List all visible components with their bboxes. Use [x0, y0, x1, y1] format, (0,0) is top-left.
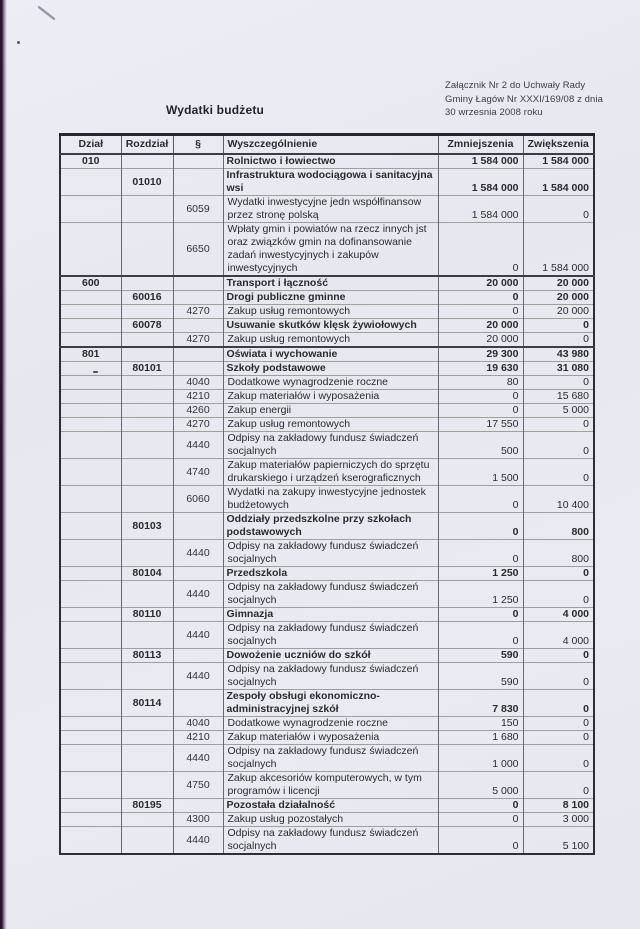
- table-row: [60, 827, 594, 855]
- cell-dzial: [60, 196, 121, 223]
- cell-zwiekszenia: 1 584 000: [523, 223, 594, 277]
- cell-dzial: [60, 772, 121, 799]
- cell-rozdzial: [121, 276, 173, 291]
- cell-rozdzial: 80103: [121, 513, 173, 540]
- column-header-wyszczegolnienie: Wyszczególnienie: [223, 135, 438, 155]
- cell-rozdzial: [121, 663, 173, 690]
- cell-dzial: [60, 333, 121, 348]
- cell-wyszczegolnienie: Odpisy na zakładowy fundusz świadczeń socjalnych: [223, 663, 438, 690]
- cell-zwiekszenia: 5 000: [523, 404, 594, 418]
- cell-wyszczegolnienie: Szkoły podstawowe: [223, 362, 438, 376]
- cell-zwiekszenia: 0: [523, 717, 594, 731]
- cell-zmniejszenia: 500: [438, 432, 523, 459]
- column-header-paragraf: §: [173, 135, 223, 155]
- cell-dzial: [60, 404, 121, 418]
- column-header-zwiekszenia: Zwiększenia: [523, 135, 594, 155]
- cell-zmniejszenia: 0: [438, 540, 523, 567]
- cell-dzial: [60, 608, 121, 622]
- cell-wyszczegolnienie: Zakup materiałów i wyposażenia: [223, 731, 438, 745]
- cell-zmniejszenia: 0: [438, 827, 523, 855]
- cell-zmniejszenia: 1 584 000: [438, 196, 523, 223]
- cell-paragraf: [173, 347, 223, 362]
- cell-dzial: 010: [60, 154, 121, 169]
- table-row: [60, 663, 594, 690]
- table-row: [60, 432, 594, 459]
- cell-paragraf: 6060: [173, 486, 223, 513]
- cell-rozdzial: [121, 622, 173, 649]
- cell-wyszczegolnienie: Oświata i wychowanie: [223, 347, 438, 362]
- cell-zwiekszenia: 0: [523, 567, 594, 581]
- table-row: [60, 513, 594, 540]
- attachment-note-line-2: Gminy Łagów Nr XXXI/169/08 z dnia: [445, 93, 604, 105]
- cell-paragraf: [173, 799, 223, 813]
- cell-wyszczegolnienie: Zakup usług remontowych: [223, 305, 438, 319]
- table-row: [60, 567, 594, 581]
- cell-paragraf: [173, 276, 223, 291]
- scan-edge-strip: [0, 0, 7, 929]
- cell-zwiekszenia: 1 584 000: [523, 154, 594, 169]
- cell-rozdzial: [121, 432, 173, 459]
- cell-wyszczegolnienie: Dodatkowe wynagrodzenie roczne: [223, 717, 438, 731]
- cell-rozdzial: 60016: [121, 291, 173, 305]
- table-row: [60, 319, 594, 333]
- cell-wyszczegolnienie: Zakup energii: [223, 404, 438, 418]
- header-row: [60, 135, 594, 155]
- table-row: [60, 622, 594, 649]
- cell-wyszczegolnienie: Zakup usług pozostałych: [223, 813, 438, 827]
- cell-rozdzial: [121, 717, 173, 731]
- cell-rozdzial: [121, 347, 173, 362]
- cell-dzial: [60, 540, 121, 567]
- cell-wyszczegolnienie: Pozostała działalność: [223, 799, 438, 813]
- table-row: [60, 690, 594, 717]
- cell-zwiekszenia: 0: [523, 772, 594, 799]
- cell-wyszczegolnienie: Odpisy na zakładowy fundusz świadczeń socjalnych: [223, 622, 438, 649]
- cell-dzial: [60, 799, 121, 813]
- attachment-note: [445, 79, 603, 120]
- cell-paragraf: [173, 154, 223, 169]
- cell-paragraf: 4040: [173, 717, 223, 731]
- cell-wyszczegolnienie: Usuwanie skutków klęsk żywiołowych: [223, 319, 438, 333]
- table-row: [60, 799, 594, 813]
- cell-rozdzial: [121, 540, 173, 567]
- cell-zwiekszenia: 10 400: [523, 486, 594, 513]
- table-row: [60, 608, 594, 622]
- cell-wyszczegolnienie: Zakup akcesoriów komputerowych, w tym programów i licencji: [223, 772, 438, 799]
- cell-paragraf: 4440: [173, 581, 223, 608]
- table-row: [60, 333, 594, 348]
- cell-zwiekszenia: 0: [523, 319, 594, 333]
- cell-zwiekszenia: 20 000: [523, 291, 594, 305]
- cell-paragraf: 4270: [173, 418, 223, 432]
- cell-wyszczegolnienie: Zakup materiałów papierniczych do sprzętu drukarskiego i urządzeń kserograficznych: [223, 459, 438, 486]
- cell-zmniejszenia: 0: [438, 799, 523, 813]
- cell-rozdzial: 60078: [121, 319, 173, 333]
- cell-paragraf: [173, 513, 223, 540]
- cell-wyszczegolnienie: Odpisy na zakładowy fundusz świadczeń socjalnych: [223, 745, 438, 772]
- cell-paragraf: 4440: [173, 745, 223, 772]
- cell-dzial: [60, 459, 121, 486]
- cell-zwiekszenia: 0: [523, 745, 594, 772]
- cell-zmniejszenia: 1 250: [438, 567, 523, 581]
- cell-wyszczegolnienie: Wydatki na zakupy inwestycyjne jednostek budżetowych: [223, 486, 438, 513]
- cell-wyszczegolnienie: Zespoły obsługi ekonomiczno-administracyjnej szkół: [223, 690, 438, 717]
- table-row: [60, 276, 594, 291]
- attachment-note-line-3: 30 wrzesnia 2008 roku: [445, 107, 543, 118]
- cell-zwiekszenia: 800: [523, 540, 594, 567]
- cell-dzial: [60, 717, 121, 731]
- cell-wyszczegolnienie: Odpisy na zakładowy fundusz świadczeń socjalnych: [223, 432, 438, 459]
- cell-dzial: [60, 486, 121, 513]
- cell-paragraf: [173, 169, 223, 196]
- cell-wyszczegolnienie: Dowożenie uczniów do szkół: [223, 649, 438, 663]
- cell-zmniejszenia: 0: [438, 608, 523, 622]
- cell-paragraf: 4300: [173, 813, 223, 827]
- cell-zwiekszenia: 43 980: [523, 347, 594, 362]
- cell-wyszczegolnienie: Przedszkola: [223, 567, 438, 581]
- document-title: Wydatki budżetu: [165, 103, 265, 117]
- cell-rozdzial: [121, 154, 173, 169]
- cell-zwiekszenia: 0: [523, 376, 594, 390]
- cell-zmniejszenia: 1 500: [438, 459, 523, 486]
- cell-zmniejszenia: 1 584 000: [438, 154, 523, 169]
- cell-zmniejszenia: 0: [438, 223, 523, 277]
- table-row: [60, 404, 594, 418]
- cell-rozdzial: [121, 196, 173, 223]
- cell-wyszczegolnienie: Transport i łączność: [223, 276, 438, 291]
- cell-dzial: [60, 813, 121, 827]
- cell-paragraf: [173, 690, 223, 717]
- cell-dzial: [60, 376, 121, 390]
- cell-rozdzial: [121, 772, 173, 799]
- cell-zmniejszenia: 0: [438, 390, 523, 404]
- cell-dzial: [60, 513, 121, 540]
- table-row: [60, 649, 594, 663]
- cell-rozdzial: [121, 745, 173, 772]
- column-header-rozdzial: Rozdział: [121, 135, 173, 155]
- cell-dzial: [60, 649, 121, 663]
- table-row: [60, 731, 594, 745]
- cell-paragraf: [173, 319, 223, 333]
- budget-table-body: [60, 154, 594, 854]
- cell-zwiekszenia: 4 000: [523, 608, 594, 622]
- cell-paragraf: 4440: [173, 540, 223, 567]
- table-row: [60, 223, 594, 277]
- cell-dzial: [60, 291, 121, 305]
- cell-dzial: [60, 418, 121, 432]
- cell-paragraf: 4440: [173, 432, 223, 459]
- cell-zwiekszenia: 1 584 000: [523, 169, 594, 196]
- cell-zwiekszenia: 0: [523, 649, 594, 663]
- cell-wyszczegolnienie: Gimnazja: [223, 608, 438, 622]
- cell-rozdzial: [121, 581, 173, 608]
- cell-dzial: [60, 622, 121, 649]
- cell-paragraf: [173, 362, 223, 376]
- table-row: [60, 196, 594, 223]
- cell-zmniejszenia: 0: [438, 404, 523, 418]
- cell-zmniejszenia: 150: [438, 717, 523, 731]
- cell-paragraf: [173, 567, 223, 581]
- cell-zmniejszenia: 0: [438, 486, 523, 513]
- cell-zwiekszenia: 3 000: [523, 813, 594, 827]
- cell-rozdzial: 01010: [121, 169, 173, 196]
- cell-wyszczegolnienie: Odpisy na zakładowy fundusz świadczeń socjalnych: [223, 581, 438, 608]
- table-row: [60, 486, 594, 513]
- cell-dzial: [60, 432, 121, 459]
- cell-rozdzial: [121, 404, 173, 418]
- cell-rozdzial: [121, 731, 173, 745]
- cell-zwiekszenia: 0: [523, 196, 594, 223]
- cell-dzial: [60, 362, 121, 376]
- cell-paragraf: 4750: [173, 772, 223, 799]
- cell-zmniejszenia: 80: [438, 376, 523, 390]
- cell-zwiekszenia: 0: [523, 581, 594, 608]
- cell-dzial: [60, 169, 121, 196]
- cell-zwiekszenia: 0: [523, 418, 594, 432]
- table-row: [60, 745, 594, 772]
- cell-dzial: [60, 319, 121, 333]
- cell-zwiekszenia: 0: [523, 459, 594, 486]
- cell-zmniejszenia: 1 584 000: [438, 169, 523, 196]
- cell-rozdzial: [121, 486, 173, 513]
- cell-dzial: [60, 745, 121, 772]
- table-row: [60, 376, 594, 390]
- table-row: [60, 362, 594, 376]
- cell-zmniejszenia: 1 250: [438, 581, 523, 608]
- cell-zmniejszenia: 20 000: [438, 319, 523, 333]
- table-row: [60, 813, 594, 827]
- cell-dzial: [60, 390, 121, 404]
- cell-zwiekszenia: 20 000: [523, 305, 594, 319]
- cell-zmniejszenia: 0: [438, 622, 523, 649]
- cell-paragraf: 4270: [173, 305, 223, 319]
- cell-dzial: [60, 581, 121, 608]
- cell-dzial: 801: [60, 347, 121, 362]
- cell-rozdzial: 80195: [121, 799, 173, 813]
- cell-dzial: [60, 567, 121, 581]
- cell-dzial: [60, 690, 121, 717]
- cell-paragraf: [173, 649, 223, 663]
- table-row: [60, 459, 594, 486]
- cell-zwiekszenia: 4 000: [523, 622, 594, 649]
- cell-zmniejszenia: 7 830: [438, 690, 523, 717]
- cell-zmniejszenia: 5 000: [438, 772, 523, 799]
- budget-table: [59, 133, 595, 855]
- cell-rozdzial: [121, 827, 173, 855]
- table-row: [60, 772, 594, 799]
- cell-wyszczegolnienie: Wpłaty gmin i powiatów na rzecz innych jst oraz związków gmin na dofinansowanie zadań inwestycyjnych i zakupów inwestycyjnych: [223, 223, 438, 277]
- cell-rozdzial: [121, 305, 173, 319]
- cell-zwiekszenia: 5 100: [523, 827, 594, 855]
- cell-zmniejszenia: 0: [438, 813, 523, 827]
- cell-zwiekszenia: 0: [523, 690, 594, 717]
- table-row: [60, 418, 594, 432]
- cell-zmniejszenia: 0: [438, 291, 523, 305]
- table-row: [60, 347, 594, 362]
- cell-paragraf: 4260: [173, 404, 223, 418]
- cell-wyszczegolnienie: Odpisy na zakładowy fundusz świadczeń socjalnych: [223, 540, 438, 567]
- cell-wyszczegolnienie: Wydatki inwestycyjne jedn współfinansow przez stronę polską: [223, 196, 438, 223]
- cell-zwiekszenia: 0: [523, 333, 594, 348]
- cell-rozdzial: [121, 418, 173, 432]
- table-row: [60, 305, 594, 319]
- cell-wyszczegolnienie: Zakup usług remontowych: [223, 418, 438, 432]
- cell-zwiekszenia: 0: [523, 663, 594, 690]
- cell-zwiekszenia: 0: [523, 432, 594, 459]
- cell-wyszczegolnienie: Zakup materiałów i wyposażenia: [223, 390, 438, 404]
- cell-paragraf: 6059: [173, 196, 223, 223]
- cell-paragraf: 4270: [173, 333, 223, 348]
- budget-table-header: [60, 135, 594, 155]
- cell-rozdzial: 80114: [121, 690, 173, 717]
- cell-paragraf: 4440: [173, 827, 223, 855]
- cell-paragraf: 4210: [173, 731, 223, 745]
- cell-zmniejszenia: 590: [438, 663, 523, 690]
- table-row: [60, 154, 594, 169]
- cell-paragraf: 4440: [173, 622, 223, 649]
- cell-wyszczegolnienie: Rolnictwo i łowiectwo: [223, 154, 438, 169]
- attachment-note-line-1: Załącznik Nr 2 do Uchwały Rady: [445, 80, 586, 91]
- cell-rozdzial: [121, 813, 173, 827]
- scan-speck-small: [17, 41, 20, 44]
- cell-wyszczegolnienie: Infrastruktura wodociągowa i sanitacyjna wsi: [223, 169, 438, 196]
- cell-paragraf: [173, 608, 223, 622]
- cell-rozdzial: [121, 390, 173, 404]
- cell-paragraf: 4740: [173, 459, 223, 486]
- cell-zmniejszenia: 20 000: [438, 276, 523, 291]
- cell-rozdzial: [121, 223, 173, 277]
- cell-zmniejszenia: 29 300: [438, 347, 523, 362]
- cell-zmniejszenia: 0: [438, 513, 523, 540]
- cell-rozdzial: [121, 333, 173, 348]
- cell-paragraf: [173, 291, 223, 305]
- cell-wyszczegolnienie: Zakup usług remontowych: [223, 333, 438, 348]
- table-row: [60, 169, 594, 196]
- cell-rozdzial: 80101: [121, 362, 173, 376]
- cell-paragraf: 6650: [173, 223, 223, 277]
- cell-rozdzial: 80113: [121, 649, 173, 663]
- cell-zmniejszenia: 19 630: [438, 362, 523, 376]
- cell-paragraf: 4440: [173, 663, 223, 690]
- cell-zmniejszenia: 590: [438, 649, 523, 663]
- table-row: [60, 390, 594, 404]
- cell-dzial: [60, 827, 121, 855]
- cell-dzial: 600: [60, 276, 121, 291]
- cell-zwiekszenia: 15 680: [523, 390, 594, 404]
- cell-wyszczegolnienie: Odpisy na zakładowy fundusz świadczeń socjalnych: [223, 827, 438, 855]
- cell-zmniejszenia: 0: [438, 305, 523, 319]
- cell-zwiekszenia: 0: [523, 731, 594, 745]
- cell-rozdzial: 80104: [121, 567, 173, 581]
- cell-rozdzial: [121, 459, 173, 486]
- cell-dzial: [60, 663, 121, 690]
- cell-zwiekszenia: 8 100: [523, 799, 594, 813]
- cell-zwiekszenia: 800: [523, 513, 594, 540]
- table-row: [60, 717, 594, 731]
- cell-paragraf: 4210: [173, 390, 223, 404]
- cell-rozdzial: 80110: [121, 608, 173, 622]
- cell-zmniejszenia: 20 000: [438, 333, 523, 348]
- cell-rozdzial: [121, 376, 173, 390]
- cell-dzial: [60, 731, 121, 745]
- cell-dzial: [60, 223, 121, 277]
- table-row: [60, 581, 594, 608]
- cell-wyszczegolnienie: Dodatkowe wynagrodzenie roczne: [223, 376, 438, 390]
- cell-zwiekszenia: 31 080: [523, 362, 594, 376]
- table-row: [60, 540, 594, 567]
- table-row: [60, 291, 594, 305]
- cell-wyszczegolnienie: Drogi publiczne gminne: [223, 291, 438, 305]
- staple-mark: [38, 6, 56, 21]
- cell-paragraf: 4040: [173, 376, 223, 390]
- cell-wyszczegolnienie: Oddziały przedszkolne przy szkołach podstawowych: [223, 513, 438, 540]
- column-header-zmniejszenia: Zmniejszenia: [438, 135, 523, 155]
- column-header-dzial: Dział: [60, 135, 121, 155]
- cell-zmniejszenia: 1 680: [438, 731, 523, 745]
- cell-zmniejszenia: 17 550: [438, 418, 523, 432]
- cell-dzial: [60, 305, 121, 319]
- cell-zwiekszenia: 20 000: [523, 276, 594, 291]
- cell-zmniejszenia: 1 000: [438, 745, 523, 772]
